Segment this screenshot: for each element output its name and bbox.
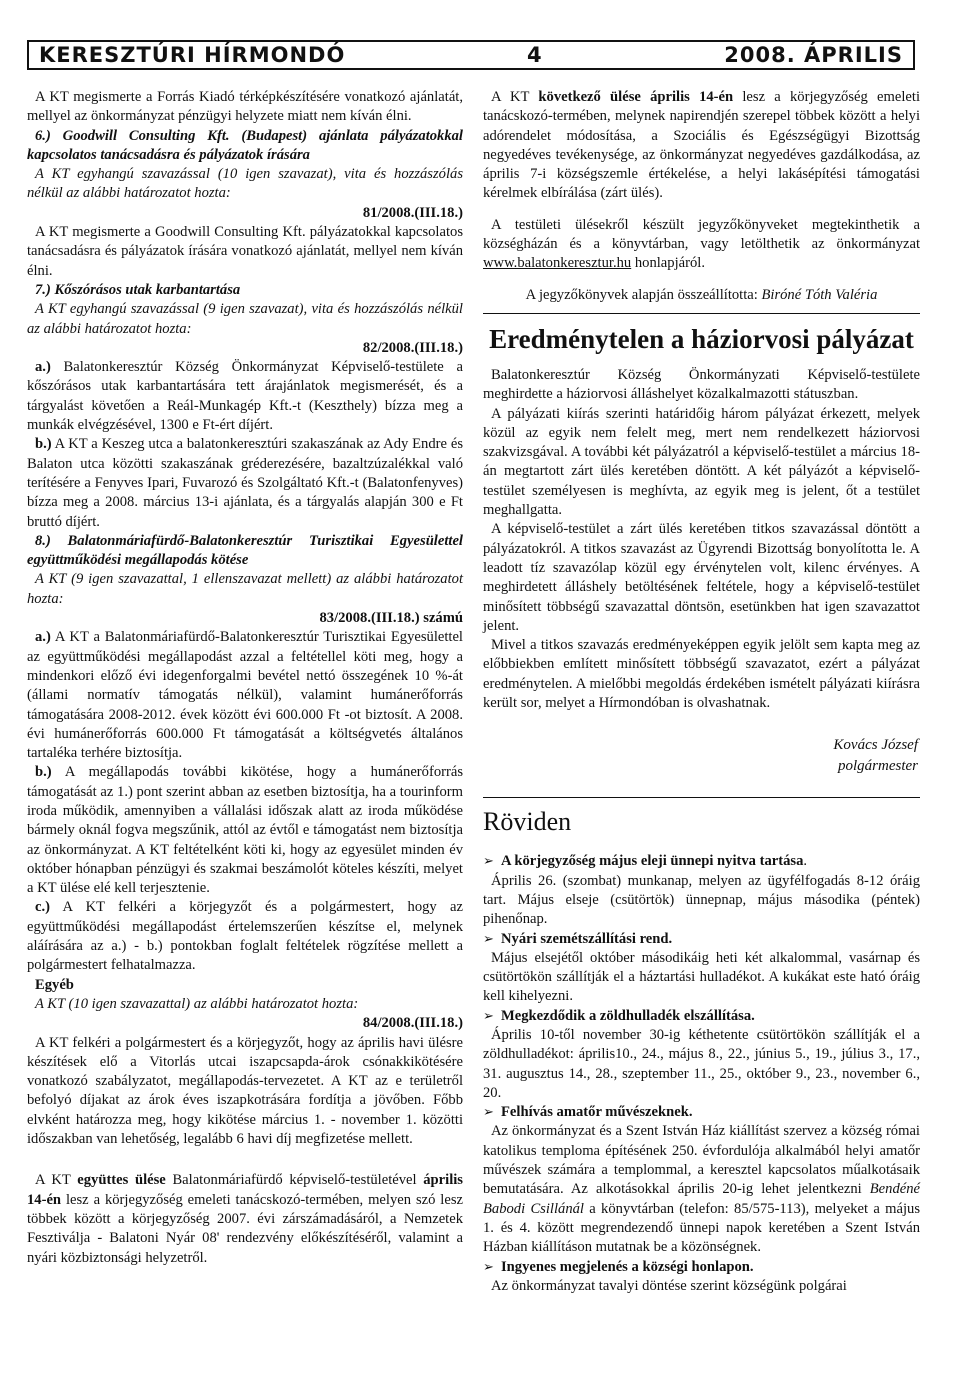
compiled-by bbox=[483, 286, 920, 305]
section-heading: 6.) Goodwill Consulting Kft. (Budapest) ajánlata pályázatokkal kapcsolatos tanácsadásra és pályázatok írására bbox=[27, 127, 463, 163]
text-run-bold: április 14-én bbox=[27, 1172, 463, 1208]
text-run: lesz a körjegyzőség emeleti tanácskozó-termében, melynek napirendjén szerepel többek között a helyi adórendelet módosítása, a Szociális és Egészségügyi Bizottság negyedéves tevékenysége, az önkormányzat negyedéves gazdálkodása, az április 7-i községszemle értékelése, a helyi lakásépítési támogatási kérelmek elbírálása (zárt ülés). bbox=[483, 89, 920, 202]
text-run: A jegyzőkönyvek alapján összeállította: bbox=[525, 286, 762, 303]
section-title: Röviden bbox=[483, 807, 572, 837]
paragraph bbox=[27, 898, 463, 975]
paragraph bbox=[27, 763, 463, 898]
paragraph: A KT felkéri a polgármestert és a körjegyzőt, hogy az április havi ülésre készítések elő a Vitorlás utcai iszapcsapda-árok csónakkikötésére vonatkozó szabályzatot, megállapodás-tervezetet. A KT az e területről befolyó díjakat az árok éves iszapkotrására fordítja a jövőben. Főbb elvként határozza meg, hogy kikötése március 1. - november 1. közötti időszakban van lehetőség, legalább 6 havi díj megfizetése mellett. bbox=[27, 1034, 463, 1148]
left-column bbox=[27, 88, 463, 1268]
paragraph: A képviselő-testület a zárt ülés keretében titkos szavazással döntött a pályázatokról. A titkos szavazást az Ügyrendi Bizottság bonyolította le. A leadott tíz szavazólap közül egy érvénytelen volt, kilenc érvényes. A meghirdetett álláshely betöltésének feltétele, hogy a képviselő-testület minősített többségű szavazattal döntsön, esetünkben hat igen szavazattot jelent. bbox=[483, 521, 920, 634]
item-label: b.) bbox=[35, 764, 52, 781]
resolution-number: 82/2008.(III.18.) bbox=[362, 339, 463, 356]
divider bbox=[483, 313, 920, 314]
text-run-bold: Nyári szemétszállítási rend. bbox=[501, 930, 673, 947]
newspaper-header bbox=[27, 40, 915, 70]
divider bbox=[483, 797, 920, 798]
news-item-title bbox=[483, 1007, 920, 1026]
item-text: A KT felkéri a körjegyzőt és a polgármestert, hogy az együttműködési megállapodást értelemszerűen készítse el, melynek aláírására az a.) - b.) pontokban foglalt feltételek rögzítése mellett a polgármestert felhatalmazza. bbox=[27, 899, 463, 974]
text-run: A testületi ülésekről készült jegyzőkönyveket megtekinthetik a községházán és a könyvtárban, vagy letölthetik az önkormányzat bbox=[483, 216, 920, 253]
paragraph: Április 10-től november 30-ig kéthetente csütörtökön szállítják el a zöldhulladékot: április10., 24., május 8., 22., június 5., 19., július 3., 17., 31. augusztus 14., 28., szeptember 11., 25., október 9., 23., november 6., 20. bbox=[483, 1026, 920, 1101]
item-text: A megállapodás további kikötése, hogy a humánerőforrás támogatását az 1.) pont szerint abban az esetben biztosítja, ha a tourinform iroda működik, amennyiben a vállalási időszak alatt az iroda működése bármely oknál fogva megszűnik, attól az évtől e támogatást nem biztosítja az önkormányzat. A KT feltételként köti ki, hogy az egyesület minden év október hónapban pénzügyi és szakmai beszámolót köteles készíti, melyet a KT ülése elé kell terjesztenie. bbox=[27, 764, 463, 897]
text-run: A KT bbox=[35, 1172, 78, 1189]
text-run-bold: következő ülése április 14-én bbox=[538, 89, 734, 105]
news-item-title bbox=[483, 1258, 920, 1277]
text-run: A KT bbox=[491, 89, 539, 105]
paragraph bbox=[483, 216, 920, 274]
paragraph: Balatonkeresztúr Község Önkormányzati Képviselő-testülete meghirdette a háziorvosi álláshelyet közalkalmazotti státuszban. bbox=[483, 366, 920, 403]
text-run: lesz a körjegyzőség emeleti tanácskozó-termében, melyen szó lesz többek között a körjegyzőség 2007. évi zárszámadásáról, a Nemzetek Fesztiválja - Balatoni Nyár 08' rendezvény előkészítéséről, valamint a nyári közbiztonsági helyzetről. bbox=[27, 1191, 463, 1266]
item-label: c.) bbox=[35, 899, 50, 916]
text-run-italic: Bendéné Babodi Csillánál bbox=[483, 1181, 920, 1217]
news-item-title bbox=[483, 1103, 920, 1122]
text-run: . bbox=[803, 853, 808, 870]
article-title: Eredménytelen a háziorvosi pályázat bbox=[489, 323, 914, 354]
item-text: A KT a Balatonmáriafürdő-Balatonkeresztúr Turisztikai Egyesülettel az együttműködési megállapodást azzal a feltétellel köti meg, hogy a mindenkori előző évi idegenforgalmi bevétel nettó összegének 10 %-át (állami normatív támogatás nélkül), valamint humánerőforrás támogatására 2008-2012. évek között évi 600.000 Ft -ot biztosít. A 2008. évi humánerőforrás 600.000 Ft támogatását a költségvetés általános tartaléka terhére biztosítja. bbox=[27, 629, 463, 762]
paragraph bbox=[27, 1171, 463, 1267]
vote-line: A KT egyhangú szavazással (9 igen szavazat), vita és hozzászólás nélkül az alábbi határozatot hozta: bbox=[27, 301, 463, 337]
vote-line: A KT egyhangú szavazással (10 igen szavazat), vita és hozzászólás nélkül az alábbi határozatot hozta: bbox=[27, 166, 463, 202]
text-run-bold: Felhívás amatőr művészeknek. bbox=[501, 1104, 693, 1121]
paragraph: A KT megismerte a Goodwill Consulting Kft. pályázatokkal kapcsolatos tanácsadásra és pályázatok írására vonatkozó ajánlatát, mellyel nem kíván élni. bbox=[27, 224, 463, 279]
author-name: Biróné Tóth Valéria bbox=[761, 286, 878, 303]
section-heading: 7.) Kőszórásos utak karbantartása bbox=[35, 281, 241, 298]
signature-name: Kovács József bbox=[833, 737, 918, 754]
news-item-title bbox=[483, 930, 920, 949]
paragraph bbox=[483, 88, 920, 204]
text-run: Balatonmáriafürdő képviselő-testületével bbox=[165, 1172, 424, 1189]
newspaper-title: KERESZTÚRI HÍRMONDÓ bbox=[39, 43, 346, 67]
resolution-number: 83/2008.(III.18.) számú bbox=[319, 610, 463, 627]
item-text: Balatonkeresztúr Község Önkormányzat Képviselő-testülete a kőszórásos utak karbantartására tett árajánlatok megismerését, és a tárgyalást követően a Reál-Munkagép Kft.-t (Keszthely) bízza meg a munkák elvégzésével, 1300 e Ft-ért díjért. bbox=[27, 359, 463, 434]
issue-date: 2008. ÁPRILIS bbox=[724, 43, 903, 67]
paragraph bbox=[27, 628, 463, 763]
paragraph: Május elsejétől október másodikáig heti két alkalommal, vasárnap és csütörtökön szállítják el a háztartási hulladékot. A kukákat este ható óráig kell kihelyezni. bbox=[483, 949, 920, 1005]
vote-line: A KT (9 igen szavazattal, 1 ellenszavazat mellett) az alábbi határozatot hozta: bbox=[27, 571, 463, 607]
section-heading: 8.) Balatonmáriafürdő-Balatonkeresztúr Turisztikai Egyesülettel együttműködési megállapodás kötése bbox=[27, 532, 463, 569]
text-run: honlapjáról. bbox=[631, 255, 705, 272]
text-run: a könyvtárban (telefon: 85/575-113), melyeket a május 1. és 4. között megrendezendő ünnepi napok keretében a Szent István Házban kiállításon mutatnak be a közönségnek. bbox=[483, 1200, 920, 1256]
paragraph: A KT megismerte a Forrás Kiadó térképkészítésére vonatkozó ajánlatát, mellyel az önkormányzat pénzügyi helyzete miatt nem kíván élni. bbox=[27, 89, 463, 125]
text-run: Az önkormányzat és a Szent István Ház kiállítást szervez a község római katolikus temploma építésének 250. évfordulója alkalmából helyi amatőr művészek számára a templommal, a keresztel kapcsolatos műalkotásaik bemutatására. Az alkotásokkal április 20-ig lehet jelentkezni bbox=[483, 1123, 920, 1198]
text-run-bold: Ingyenes megjelenés a községi honlapon. bbox=[501, 1258, 754, 1275]
signature-role: polgármester bbox=[838, 758, 918, 775]
paragraph: Április 26. (szombat) munkanap, melyen az ügyfélfogadás 8-12 óráig tart. Május elseje (csütörtök) ünnepnap, május másodika (péntek) pihenőnap. bbox=[483, 872, 920, 928]
resolution-number: 81/2008.(III.18.) bbox=[362, 204, 463, 221]
item-label: a.) bbox=[35, 359, 51, 376]
paragraph bbox=[483, 1122, 920, 1257]
item-text: A KT a Keszeg utca a balatonkeresztúri szakaszának az Ady Endre és Balaton utca közötti szakaszának gréderezésére, bazaltzúzalékkal való terítésére a Fenyves Ipari, Fuvarozó és Szolgáltató Kft.-t (Balatonfenyves) bízza meg a 2008. március 13-i ajánlata, és a tárgyalás alapján 300 e Ft bruttó díjért. bbox=[27, 436, 463, 530]
paragraph: Az önkormányzat tavalyi döntése szerint községünk polgárai bbox=[491, 1277, 847, 1294]
item-label: a.) bbox=[35, 629, 51, 646]
news-item-title bbox=[483, 852, 920, 871]
text-run-bold: A körjegyzőség május eleji ünnepi nyitva tartása bbox=[501, 853, 804, 870]
right-column bbox=[483, 88, 920, 1296]
vote-line: A KT (10 igen szavazattal) az alábbi határozatot hozta: bbox=[35, 995, 359, 1012]
paragraph: Mivel a titkos szavazás eredményeképpen egyik jelölt sem kapta meg az előbbiekben említett minősített többségű szavazatot, ezért a pályázat eredménytelen. A mielőbbi megoldás érdekében ismételt pályázati kiírásra került sor, melyet a Hírmondóban is olvashatnak. bbox=[483, 637, 920, 712]
paragraph: A pályázati kiírás szerinti határidőig három pályázat érkezett, melyek közül az egyik nem felelt meg, mert nem rendelkezett háziorvosi szakvizsgával. A további két pályázatról a képviselő-testület a március 18-án megtartott zárt ülés keretében döntött. A két pályázót a képviselő-testület személyesen is meghívta, az egyik meg is jelent, őt a testület meghallgatta. bbox=[483, 405, 920, 519]
item-label: b.) bbox=[35, 436, 52, 453]
section-heading: Egyéb bbox=[35, 976, 74, 993]
text-run-bold: együttes ülése bbox=[77, 1172, 166, 1189]
paragraph bbox=[27, 435, 463, 531]
website-link[interactable]: www.balatonkeresztur.hu bbox=[483, 255, 632, 272]
resolution-number: 84/2008.(III.18.) bbox=[362, 1015, 463, 1032]
text-run-bold: Megkezdődik a zöldhulladék elszállítása. bbox=[501, 1007, 755, 1024]
paragraph bbox=[27, 358, 463, 435]
page-number: 4 bbox=[527, 43, 543, 67]
